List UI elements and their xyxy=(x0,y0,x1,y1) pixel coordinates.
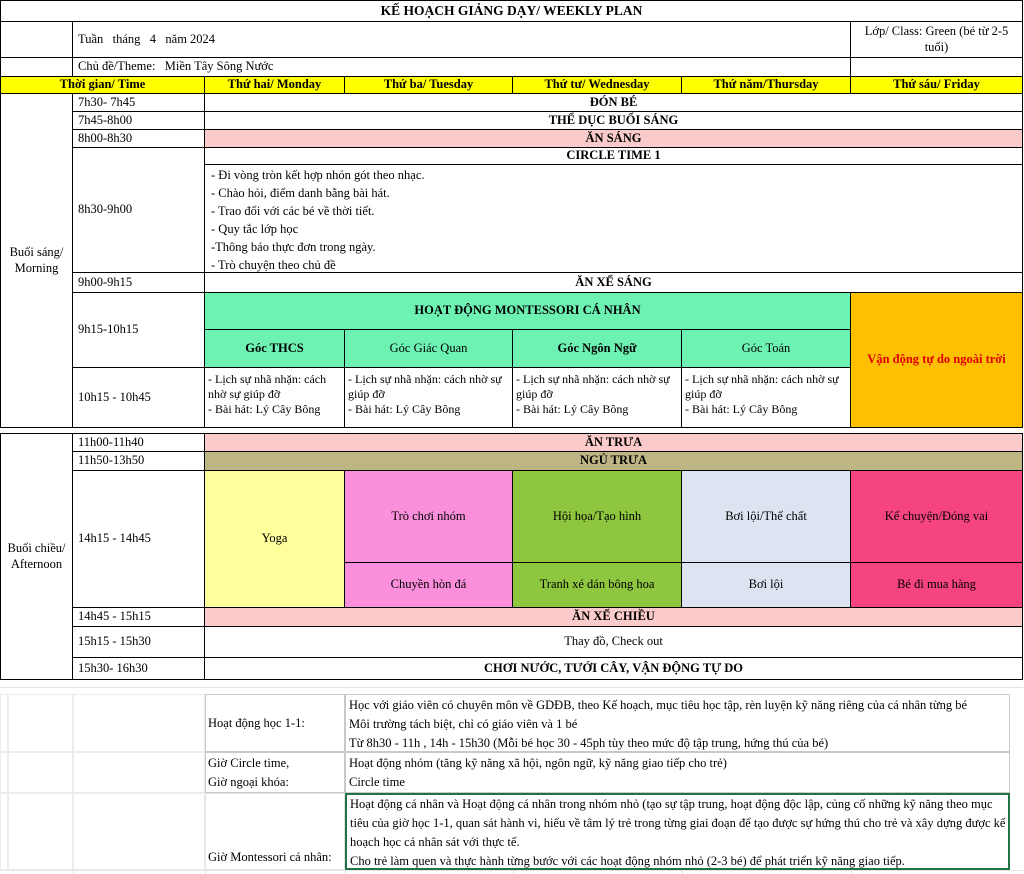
note-label-line: Giờ ngoại khóa: xyxy=(208,775,289,789)
empty-cell[interactable] xyxy=(73,752,205,793)
circle-detail-line: - Đi vòng tròn kết hợp nhón gót theo nhạc. xyxy=(211,168,425,182)
col-header-time[interactable]: Thời gian/ Time xyxy=(0,77,205,94)
note-text-montessori[interactable] xyxy=(345,793,1010,870)
note-text-circle-time[interactable] xyxy=(345,752,1010,793)
activity-tuesday-1[interactable]: Trò chơi nhóm xyxy=(345,471,513,563)
time-cell[interactable]: 7h30- 7h45 xyxy=(73,94,205,112)
activity-yoga[interactable]: Yoga xyxy=(205,471,345,608)
corner-toan[interactable]: Góc Toán xyxy=(682,330,851,368)
practice-line: - Lịch sự nhã nhặn: cách nhờ sự giúp đỡ xyxy=(208,372,327,401)
activity-friday-2[interactable]: Bé đi mua hàng xyxy=(851,563,1023,608)
gridline xyxy=(345,870,346,874)
activity-ngu-trua[interactable]: NGỦ TRƯA xyxy=(205,452,1023,471)
note-line: Môi trường tách biệt, chỉ có giáo viên và 1 bé xyxy=(349,717,578,731)
practice-line: - Bài hát: Lý Cây Bông xyxy=(208,402,321,416)
group-label-afternoon[interactable]: Buổi chiều/ Afternoon xyxy=(0,433,73,680)
circle-detail-line: - Trao đổi với các bé về thời tiết. xyxy=(211,204,375,218)
note-line: Học với giáo viên có chuyên môn về GDĐB, theo Kế hoạch, mục tiêu học tập, rèn luyện kỹ năng riêng của cá nhân từng bé xyxy=(349,698,968,712)
empty-cell[interactable] xyxy=(0,22,73,58)
empty-cell[interactable] xyxy=(73,793,205,870)
col-header-friday[interactable]: Thứ sáu/ Friday xyxy=(851,77,1023,94)
gridline xyxy=(0,687,1023,688)
note-paragraph: Hoạt động cá nhân và Hoạt động cá nhân trong nhóm nhỏ (tạo sự tập trung, hoạt động độc lập, củng cố những kỹ năng theo mục tiêu của giờ học 1-1, quan sát hành vi, hiểu về tâm lý trẻ trong từng giai đoạn để tạo được sự hứng thú cho trẻ và xây dựng được kế hoạch học cá nhân sát với thực tế. xyxy=(350,797,1006,849)
time-cell[interactable]: 14h45 - 15h15 xyxy=(73,608,205,627)
time-cell[interactable]: 15h30- 16h30 xyxy=(73,658,205,680)
activity-thursday-1[interactable]: Bơi lội/Thể chất xyxy=(682,471,851,563)
note-line: Hoạt động nhóm (tăng kỹ năng xã hội, ngôn ngữ, kỹ năng giao tiếp cho trẻ) xyxy=(349,756,727,770)
empty-cell[interactable] xyxy=(8,793,73,870)
group-label-morning[interactable]: Buổi sáng/ Morning xyxy=(0,94,73,428)
gridline xyxy=(682,870,683,874)
col-header-wednesday[interactable]: Thứ tư/ Wednesday xyxy=(513,77,682,94)
practice-tuesday[interactable] xyxy=(345,368,513,428)
circle-detail-line: - Chào hỏi, điểm danh bằng bài hát. xyxy=(211,186,390,200)
activity-choi-nuoc[interactable]: CHƠI NƯỚC, TƯỚI CÂY, VẬN ĐỘNG TỰ DO xyxy=(205,658,1023,680)
activity-an-trua[interactable]: ĂN TRƯA xyxy=(205,433,1023,452)
empty-cell[interactable] xyxy=(0,752,8,793)
circle-detail-line: - Quy tắc lớp học xyxy=(211,222,299,236)
empty-cell[interactable] xyxy=(73,694,205,752)
practice-wednesday[interactable] xyxy=(513,368,682,428)
col-header-tuesday[interactable]: Thứ ba/ Tuesday xyxy=(345,77,513,94)
note-label-line: Giờ Circle time, xyxy=(208,756,290,770)
gridline xyxy=(851,870,852,874)
time-cell[interactable]: 11h00-11h40 xyxy=(73,433,205,452)
week-cell[interactable]: Tuần tháng 4 năm 2024 xyxy=(73,22,851,58)
time-cell[interactable]: 8h30-9h00 xyxy=(73,148,205,273)
activity-checkout[interactable]: Thay đồ, Check out xyxy=(205,627,1023,658)
circle-time-details[interactable] xyxy=(205,165,1023,273)
activity-an-xe-chieu[interactable]: ĂN XẾ CHIỀU xyxy=(205,608,1023,627)
note-line: Từ 8h30 - 11h , 14h - 15h30 (Mỗi bé học 30 - 45ph tùy theo mức độ tập trung, hứng thú của bé) xyxy=(349,736,829,750)
col-header-thursday[interactable]: Thứ năm/Thursday xyxy=(682,77,851,94)
circle-detail-line: -Thông báo thực đơn trong ngày. xyxy=(211,240,376,254)
outdoor-activity[interactable]: Vận động tự do ngoài trời xyxy=(851,293,1023,428)
note-label-circle-time[interactable] xyxy=(205,752,345,793)
activity-wednesday-2[interactable]: Tranh xé dán bông hoa xyxy=(513,563,682,608)
corner-ngon-ngu[interactable]: Góc Ngôn Ngữ xyxy=(513,330,682,368)
circle-detail-line: - Trò chuyện theo chủ đề xyxy=(211,258,336,272)
time-cell[interactable]: 14h15 - 14h45 xyxy=(73,471,205,608)
practice-line: - Lịch sự nhã nhặn: cách nhờ sự giúp đỡ xyxy=(685,372,839,401)
theme-cell[interactable]: Chủ đề/Theme: Miền Tây Sông Nước xyxy=(73,58,851,77)
note-text-1-1[interactable] xyxy=(345,694,1010,752)
practice-line: - Lịch sự nhã nhặn: cách nhờ sự giúp đỡ xyxy=(348,372,502,401)
time-cell[interactable]: 9h00-9h15 xyxy=(73,273,205,293)
page-title: KẾ HOẠCH GIẢNG DẠY/ WEEKLY PLAN xyxy=(0,0,1023,22)
practice-line: - Bài hát: Lý Cây Bông xyxy=(685,402,798,416)
montessori-title[interactable]: HOẠT ĐỘNG MONTESSORI CÁ NHÂN xyxy=(205,293,851,330)
empty-cell[interactable] xyxy=(851,58,1023,77)
gridline xyxy=(73,870,74,874)
empty-cell[interactable] xyxy=(0,58,73,77)
note-label-1-1[interactable]: Hoạt động học 1-1: xyxy=(205,694,345,752)
empty-cell[interactable] xyxy=(8,694,73,752)
activity-an-sang[interactable]: ĂN SÁNG xyxy=(205,130,1023,148)
activity-thursday-2[interactable]: Bơi lội xyxy=(682,563,851,608)
empty-cell[interactable] xyxy=(0,793,8,870)
col-header-monday[interactable]: Thứ hai/ Monday xyxy=(205,77,345,94)
note-line: Circle time xyxy=(349,775,405,789)
time-cell[interactable]: 8h00-8h30 xyxy=(73,130,205,148)
practice-line: - Bài hát: Lý Cây Bông xyxy=(348,402,461,416)
corner-thcs[interactable]: Góc THCS xyxy=(205,330,345,368)
empty-cell[interactable] xyxy=(0,694,8,752)
time-cell[interactable]: 15h15 - 15h30 xyxy=(73,627,205,658)
activity-tuesday-2[interactable]: Chuyền hòn đá xyxy=(345,563,513,608)
practice-monday[interactable] xyxy=(205,368,345,428)
activity-friday-1[interactable]: Kể chuyện/Đóng vai xyxy=(851,471,1023,563)
practice-line: - Bài hát: Lý Cây Bông xyxy=(516,402,629,416)
empty-cell[interactable] xyxy=(8,752,73,793)
note-label-montessori[interactable]: Giờ Montessori cá nhân: xyxy=(205,793,345,870)
time-cell[interactable]: 11h50-13h50 xyxy=(73,452,205,471)
activity-an-xe-sang[interactable]: ĂN XẾ SÁNG xyxy=(205,273,1023,293)
note-paragraph: Cho trẻ làm quen và thực hành từng bước với các hoạt động nhóm nhỏ (2-3 bé) để phát triển kỹ năng giao tiếp. xyxy=(350,854,905,868)
gridline xyxy=(205,870,206,874)
circle-time-title[interactable]: CIRCLE TIME 1 xyxy=(205,148,1023,165)
corner-giac-quan[interactable]: Góc Giác Quan xyxy=(345,330,513,368)
practice-thursday[interactable] xyxy=(682,368,851,428)
time-cell[interactable]: 10h15 - 10h45 xyxy=(73,368,205,428)
activity-the-duc[interactable]: THỂ DỤC BUỔI SÁNG xyxy=(205,112,1023,130)
activity-wednesday-1[interactable]: Hội họa/Tạo hình xyxy=(513,471,682,563)
time-cell[interactable]: 9h15-10h15 xyxy=(73,293,205,368)
gridline xyxy=(513,870,514,874)
class-cell[interactable]: Lớp/ Class: Green (bé từ 2-5 tuổi) xyxy=(851,22,1023,58)
activity-don-be[interactable]: ĐÓN BÉ xyxy=(205,94,1023,112)
practice-line: - Lịch sự nhã nhặn: cách nhờ sự giúp đỡ xyxy=(516,372,670,401)
gridline xyxy=(0,870,1023,871)
time-cell[interactable]: 7h45-8h00 xyxy=(73,112,205,130)
